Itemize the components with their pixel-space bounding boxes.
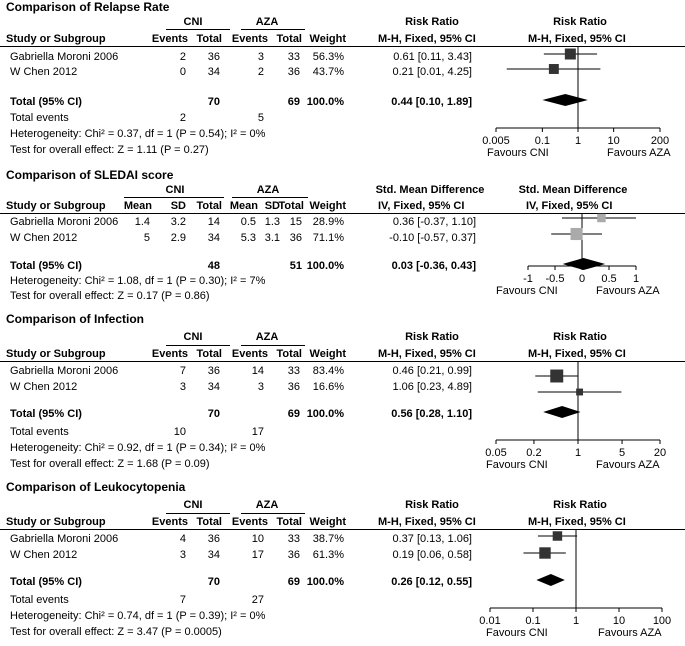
x-tick-label: 100	[652, 615, 672, 627]
forest-leukocytopenia	[0, 478, 685, 646]
chart-title: Comparison of Infection	[6, 312, 144, 326]
total-events1: 10	[173, 426, 186, 438]
study-marker	[553, 531, 562, 540]
forest-plot	[0, 164, 685, 314]
plot-header: Risk Ratio	[553, 499, 607, 511]
x-tick-label: 1	[574, 447, 582, 459]
favours-left-label: Favours CNI	[487, 147, 549, 159]
col-study: Study or Subgroup	[6, 516, 106, 528]
plot-method: M-H, Fixed, 95% CI	[528, 516, 626, 528]
plot-method: IV, Fixed, 95% CI	[526, 200, 613, 212]
study-weight: 38.7%	[312, 533, 344, 545]
col-weight: Weight	[309, 348, 346, 360]
total-events2: 5	[257, 112, 264, 124]
col-sd1: SD	[170, 200, 186, 212]
total-n1: 48	[207, 260, 220, 272]
plot-method: M-H, Fixed, 95% CI	[528, 33, 626, 45]
col-weight: Weight	[309, 33, 346, 45]
x-tick-label: 5	[618, 447, 626, 459]
study-ci: 0.37 [0.13, 1.06]	[392, 533, 472, 545]
group2-label: AZA	[255, 499, 279, 511]
total-weight: 100.0%	[306, 260, 344, 272]
study-weight: 56.3%	[312, 51, 344, 63]
col-study: Study or Subgroup	[6, 200, 106, 212]
total-label: Total (95% CI)	[10, 96, 82, 108]
favours-right-label: Favours AZA	[598, 627, 662, 639]
study-sd2: 3.1	[264, 232, 280, 244]
total-ci: 0.56 [0.28, 1.10]	[391, 408, 472, 420]
x-tick-label: 0.5	[601, 273, 617, 285]
study-mean2: 0.5	[240, 216, 256, 228]
study-name: Gabriella Moroni 2006	[10, 533, 119, 545]
favours-left-label: Favours CNI	[486, 459, 548, 471]
plot-header: Risk Ratio	[553, 331, 607, 343]
group2-label: AZA	[256, 184, 280, 196]
col-weight: Weight	[309, 516, 346, 528]
study-mean1: 1.4	[134, 216, 150, 228]
col-total2: Total	[278, 200, 304, 212]
study-weight: 83.4%	[312, 365, 344, 377]
study-name: W Chen 2012	[10, 381, 78, 393]
study-marker	[597, 214, 605, 222]
study-ci: 0.21 [0.01, 4.25]	[392, 66, 472, 78]
x-tick-label: 1	[574, 135, 582, 147]
study-weight: 28.9%	[312, 216, 344, 228]
pooled-diamond	[543, 406, 580, 418]
x-tick-label: -1	[523, 273, 533, 285]
study-events2: 3	[257, 51, 264, 63]
col-method: IV, Fixed, 95% CI	[378, 200, 465, 212]
col-method: M-H, Fixed, 95% CI	[378, 33, 476, 45]
group1-label: CNI	[183, 331, 203, 343]
study-name: Gabriella Moroni 2006	[10, 365, 119, 377]
study-name: W Chen 2012	[10, 66, 78, 78]
col-mean2: Mean	[229, 200, 258, 212]
forest-plot	[0, 310, 685, 480]
x-tick-label: 1	[572, 615, 580, 627]
group1-label: CNI	[165, 184, 185, 196]
group1-label: CNI	[183, 16, 203, 28]
study-events1: 7	[179, 365, 186, 377]
study-total1: 34	[207, 549, 220, 561]
x-tick-label: 0.05	[485, 447, 507, 459]
col-total2: Total	[276, 516, 302, 528]
study-total2: 33	[287, 51, 300, 63]
study-events1: 0	[179, 66, 186, 78]
study-marker	[549, 64, 559, 74]
x-tick-label: 0.1	[534, 135, 551, 147]
chart-title: Comparison of Relapse Rate	[6, 0, 170, 14]
study-total1: 14	[207, 216, 220, 228]
total-n1: 70	[207, 96, 220, 108]
plot-header: Risk Ratio	[553, 16, 607, 28]
total-weight: 100.0%	[306, 576, 344, 588]
x-tick-label: 20	[653, 447, 667, 459]
total-events1: 2	[179, 112, 186, 124]
plot-header: Std. Mean Difference	[518, 184, 628, 196]
study-ci: 1.06 [0.23, 4.89]	[392, 381, 472, 393]
pooled-diamond	[563, 258, 606, 270]
x-tick-label: 0.2	[526, 447, 542, 459]
total-weight: 100.0%	[306, 96, 344, 108]
study-sd1: 3.2	[170, 216, 186, 228]
heterogeneity: Heterogeneity: Chi² = 1.08, df = 1 (P = 0.30); I² = 7%	[10, 275, 266, 287]
col-mean1: Mean	[123, 200, 152, 212]
col-study: Study or Subgroup	[6, 348, 106, 360]
col-study: Study or Subgroup	[6, 33, 106, 45]
total-events-label: Total events	[10, 426, 69, 438]
heterogeneity: Heterogeneity: Chi² = 0.37, df = 1 (P = 0.54); I² = 0%	[10, 128, 266, 140]
x-tick-label: 10	[612, 615, 626, 627]
col-total1: Total	[196, 348, 222, 360]
study-events2: 10	[251, 533, 264, 545]
study-total2: 36	[287, 549, 300, 561]
x-tick-label: 200	[650, 135, 670, 147]
col-total1: Total	[196, 200, 222, 212]
x-tick-label: 10	[607, 135, 620, 147]
study-total2: 36	[287, 66, 300, 78]
total-ci: 0.44 [0.10, 1.89]	[391, 96, 472, 108]
effect-header: Risk Ratio	[405, 16, 459, 28]
col-method: M-H, Fixed, 95% CI	[378, 348, 476, 360]
overall-effect: Test for overall effect: Z = 0.17 (P = 0.86)	[10, 290, 210, 302]
forest-infection	[0, 310, 685, 480]
plot-method: M-H, Fixed, 95% CI	[528, 348, 626, 360]
study-total1: 34	[207, 66, 220, 78]
total-n2: 69	[287, 408, 300, 420]
total-events2: 27	[251, 594, 264, 606]
study-ci: 0.61 [0.11, 3.43]	[393, 51, 472, 63]
study-total2: 15	[289, 216, 302, 228]
study-events1: 3	[179, 381, 186, 393]
study-total2: 36	[287, 381, 300, 393]
x-tick-label: 0.01	[479, 615, 501, 627]
study-name: W Chen 2012	[10, 232, 78, 244]
study-marker	[565, 48, 576, 59]
study-weight: 71.1%	[312, 232, 344, 244]
study-total1: 34	[207, 232, 220, 244]
favours-right-label: Favours AZA	[596, 459, 660, 471]
total-label: Total (95% CI)	[10, 260, 82, 272]
col-events2: Events	[231, 348, 268, 360]
study-name: Gabriella Moroni 2006	[10, 216, 119, 228]
total-events-label: Total events	[10, 112, 69, 124]
study-mean1: 5	[143, 232, 150, 244]
x-tick-label: 1	[632, 273, 640, 285]
study-sd2: 1.3	[264, 216, 280, 228]
group2-label: AZA	[255, 331, 279, 343]
study-events1: 3	[179, 549, 186, 561]
study-marker	[576, 389, 583, 396]
overall-effect: Test for overall effect: Z = 1.68 (P = 0.09)	[10, 458, 210, 470]
study-name: Gabriella Moroni 2006	[10, 51, 119, 63]
col-total2: Total	[276, 33, 302, 45]
study-marker	[550, 370, 563, 383]
effect-header: Risk Ratio	[405, 499, 459, 511]
pooled-diamond	[542, 94, 587, 106]
x-tick-label: 0.005	[482, 135, 510, 147]
col-total1: Total	[196, 33, 222, 45]
col-events2: Events	[231, 516, 268, 528]
group1-label: CNI	[183, 499, 203, 511]
total-ci: 0.26 [0.12, 0.55]	[391, 576, 472, 588]
study-events1: 4	[179, 533, 186, 545]
study-sd1: 2.9	[170, 232, 186, 244]
study-events2: 17	[251, 549, 264, 561]
col-events1: Events	[151, 516, 188, 528]
study-total1: 36	[207, 51, 220, 63]
study-events1: 2	[179, 51, 186, 63]
col-events1: Events	[151, 348, 188, 360]
col-method: M-H, Fixed, 95% CI	[378, 516, 476, 528]
favours-right-label: Favours AZA	[596, 285, 660, 297]
col-events2: Events	[231, 33, 268, 45]
study-events2: 14	[251, 365, 264, 377]
study-total1: 36	[207, 533, 220, 545]
effect-header: Std. Mean Difference	[375, 184, 485, 196]
forest-sledai	[0, 164, 685, 314]
total-events-label: Total events	[10, 594, 69, 606]
study-weight: 43.7%	[312, 66, 344, 78]
study-events2: 3	[257, 381, 264, 393]
total-n2: 51	[289, 260, 302, 272]
total-ci: 0.03 [-0.36, 0.43]	[391, 260, 476, 272]
x-tick-label: -0.5	[545, 273, 565, 285]
group2-label: AZA	[255, 16, 279, 28]
pooled-diamond	[536, 574, 564, 586]
study-name: W Chen 2012	[10, 549, 78, 561]
x-tick-label: 0	[578, 273, 586, 285]
col-total2: Total	[276, 348, 302, 360]
col-weight: Weight	[309, 200, 346, 212]
col-events1: Events	[151, 33, 188, 45]
heterogeneity: Heterogeneity: Chi² = 0.74, df = 1 (P = 0.39); I² = 0%	[10, 610, 266, 622]
favours-left-label: Favours CNI	[486, 627, 548, 639]
forest-relapse	[0, 0, 685, 162]
total-label: Total (95% CI)	[10, 408, 82, 420]
study-ci: 0.19 [0.06, 0.58]	[392, 549, 472, 561]
study-total1: 36	[207, 365, 220, 377]
col-total1: Total	[196, 516, 222, 528]
x-tick-label: 0.1	[525, 615, 541, 627]
col-sd2: SD	[264, 200, 280, 212]
forest-plot	[0, 0, 685, 162]
total-events1: 7	[179, 594, 186, 606]
study-ci: 0.36 [-0.37, 1.10]	[392, 216, 476, 228]
favours-left-label: Favours CNI	[496, 285, 558, 297]
overall-effect: Test for overall effect: Z = 3.47 (P = 0.0005)	[10, 626, 222, 638]
total-n1: 70	[207, 576, 220, 588]
chart-title: Comparison of Leukocytopenia	[6, 480, 186, 494]
total-events2: 17	[251, 426, 264, 438]
effect-header: Risk Ratio	[405, 331, 459, 343]
overall-effect: Test for overall effect: Z = 1.11 (P = 0.27)	[10, 144, 209, 156]
chart-title: Comparison of SLEDAI score	[6, 168, 174, 182]
total-n1: 70	[207, 408, 220, 420]
study-ci: -0.10 [-0.57, 0.37]	[389, 232, 476, 244]
total-n2: 69	[287, 96, 300, 108]
heterogeneity: Heterogeneity: Chi² = 0.92, df = 1 (P = 0.34); I² = 0%	[10, 442, 266, 454]
favours-right-label: Favours AZA	[607, 147, 671, 159]
study-events2: 2	[257, 66, 264, 78]
study-weight: 16.6%	[312, 381, 344, 393]
study-weight: 61.3%	[312, 549, 344, 561]
study-total2: 33	[287, 533, 300, 545]
study-marker	[539, 547, 550, 558]
study-total2: 33	[287, 365, 300, 377]
total-label: Total (95% CI)	[10, 576, 82, 588]
study-marker	[571, 228, 583, 240]
study-ci: 0.46 [0.21, 0.99]	[392, 365, 472, 377]
study-total2: 36	[289, 232, 302, 244]
total-weight: 100.0%	[306, 408, 344, 420]
study-total1: 34	[207, 381, 220, 393]
total-n2: 69	[287, 576, 300, 588]
forest-plot	[0, 478, 685, 646]
study-mean2: 5.3	[240, 232, 256, 244]
